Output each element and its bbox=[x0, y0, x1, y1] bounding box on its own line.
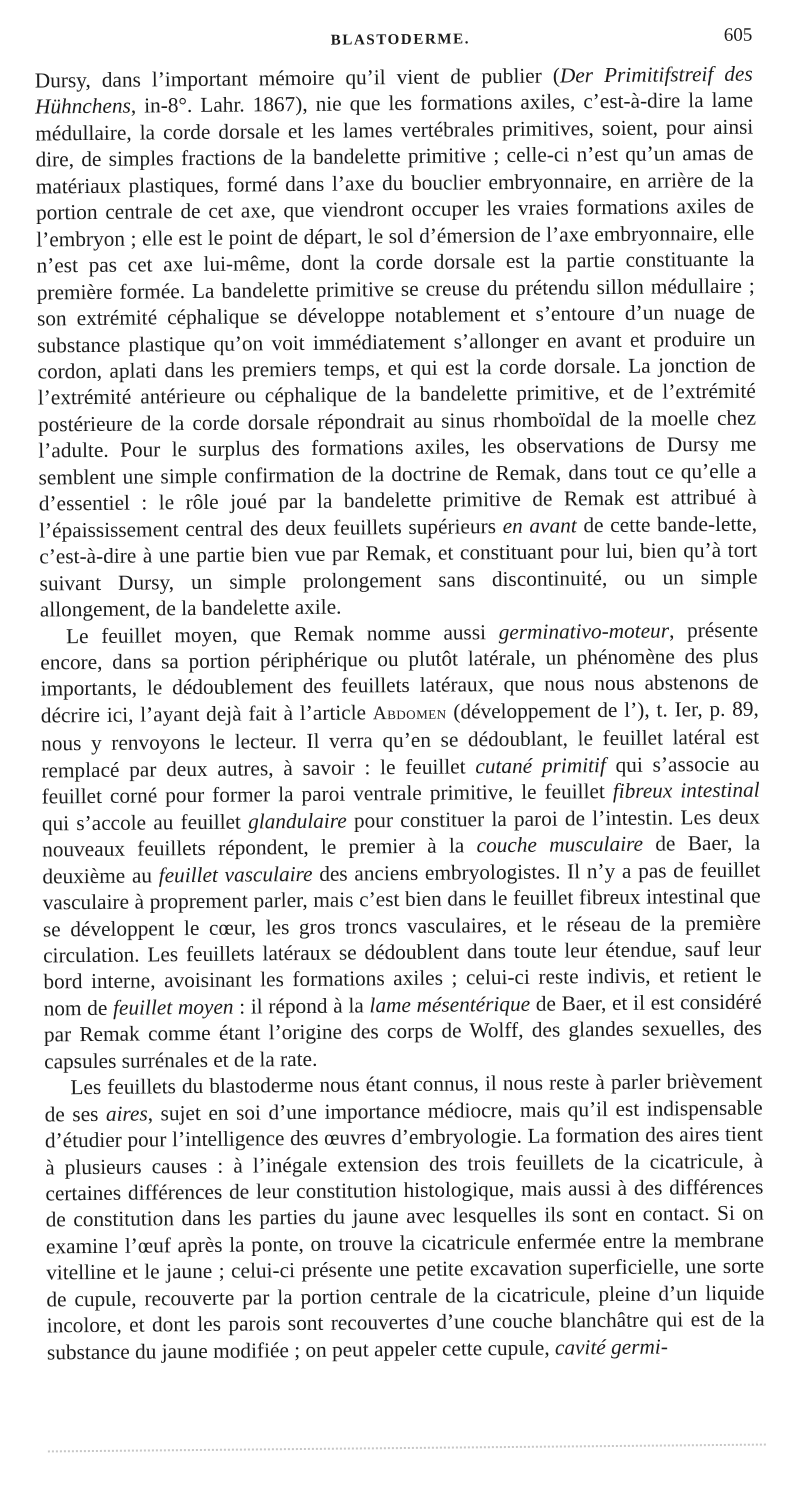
text-run: de cette bande-lette, c’est-à-dire à une partie bien vue par Remak, et constituant pour lui, bien qu’à tort suivant Dursy, un simple prolongement sans discontinuité, ou un simple allongement, de la bandelette axile. bbox=[39, 511, 758, 622]
italic-run: cutané primitif bbox=[475, 752, 606, 779]
italic-run: couche musculaire bbox=[476, 831, 644, 858]
text-run: , présente encore, dans sa portion périphérique ou plutôt latérale, un phénomène des plus importants, le dédoublement des feuillets latéraux, que nous nous abstenons de décrire ici, l’ayant dejà fait à l’article bbox=[40, 617, 759, 728]
text-run: Les feuillets du blastoderme nous étant connus, il nous reste à parler brièvement de ses bbox=[44, 1068, 763, 1127]
text-run: de Baer, et il est considéré par Remak comme étant l’origine des corps de Wolff, des glandes sexuelles, des capsules surrénales et de la rate. bbox=[43, 989, 762, 1074]
paragraph bbox=[40, 616, 762, 1075]
text-run: qui s’accole au feuillet bbox=[41, 809, 249, 836]
text-run: qui s’associe au feuillet corné pour former la paroi ventrale primitive, le feuillet bbox=[41, 751, 760, 809]
italic-run: feuillet vasculaire bbox=[158, 861, 313, 887]
paragraph bbox=[35, 61, 758, 623]
italic-run: cavité germi- bbox=[554, 1334, 668, 1360]
text-run: : il répond à la bbox=[233, 993, 370, 1019]
italic-run: fibreux intestinal bbox=[612, 777, 760, 804]
text-run: de Baer, la deuxième au bbox=[42, 830, 761, 889]
italic-run: glandulaire bbox=[248, 808, 347, 834]
italic-run: lame mésentérique bbox=[369, 991, 531, 1018]
text-run: des anciens embryologistes. Il n’y a pas de feuillet vasculaire à proprement parler, mais c’est bien dans le feuillet fibreux intestinal que se développent le cœur, les gros troncs vasculaires, et le réseau de la première circulation. Les feuillets latéraux se dédoublent dans toute leur étendue, sauf leur bord interne, avoisinant les formations axiles ; celui-ci reste indivis, et retient le nom de bbox=[42, 857, 762, 1021]
italic-run: feuillet moyen bbox=[112, 994, 234, 1020]
italic-run: aires bbox=[105, 1101, 148, 1126]
text-run: (développement de l’), t. Ier, p. 89, nous y renvoyons le lecteur. Il verra qu’en se dédoublant, le feuillet latéral est remplacé par deux autres, à savoir : le feuillet bbox=[41, 696, 760, 783]
text-run: Dursy, dans l’important mémoire qu’il vient de publier ( bbox=[34, 63, 561, 93]
text-run: , sujet en soi d’une importance médiocre, mais qu’il est indispensable d’étudier pour l’intelligence des œuvres d’embryologie. La formation des aires tient à plusieurs causes : à l’inégale extension des trois feuillets de la cicatricule, à certaines différences de leur constitution histologique, mais aussi à des différences de constitution dans les parties du jaune avec lesquelles ils sont en contact. Si on examine l’œuf après la ponte, on trouve la cicatricule enfermée entre la membrane vitelline et le jaune ; celui-ci présente une petite excavation superficielle, une sorte de cupule, recouverte par la portion centrale de la cicatricule, pleine d’un liquide incolore, et dont les parois sont recouvertes d’une couche blanchâtre qui est de la substance du jaune modifiée ; on peut appeler cette cupule, bbox=[44, 1095, 765, 1365]
small-caps-run: Abdomen bbox=[372, 702, 447, 725]
text-run: , in-8°. Lahr. 1867), nie que les formations axiles, c’est-à-dire la lame médullaire, la corde dorsale et les lames vertébrales primitives, soient, pour ainsi dire, de simples fractions de la bandelette primitive ; celle-ci n’est qu’un amas de matériaux plastiques, formé dans l’axe du bouclier embryonnaire, en arrière de la portion centrale de cet axe, que viendront occuper les vraies formations axiles de l’embryon ; elle est le point de départ, le sol d’émersion de l’axe embryonnaire, elle n’est pas cet axe lui-même, dont la corde dorsale est la partie constituante la première formée. La bandelette primitive se creuse du prétendu sillon médullaire ; son extrémité céphalique se développe notablement et s’entoure d’un nuage de substance plastique qu’on voit immédiatement s’allonger en avant et produire un cordon, aplati dans les premiers temps, et qui est la corde dorsale. La jonction de l’extrémité antérieure ou céphalique de la bandelette primitive, et de l’extrémité postérieure de la corde dorsale répondrait au sinus rhomboïdal de la moelle chez l’adulte. Pour le surplus des formations axiles, les observations de Dursy me semblent une simple confirmation de la doctrine de Remak, dans tout ce qu’elle a d’essentiel : le rôle joué par la bandelette primitive de Remak est attribué à l’épaississement central des deux feuillets supérieurs bbox=[35, 88, 757, 543]
italic-run: en avant bbox=[502, 513, 577, 538]
text-run: Le feuillet moyen, que Remak nomme aussi bbox=[65, 619, 499, 648]
bottom-rule bbox=[48, 1444, 766, 1453]
running-head bbox=[0, 24, 800, 56]
italic-run: Der Primitifstreif des Hühnchens bbox=[34, 61, 753, 119]
running-title: BLASTODERME. bbox=[330, 31, 471, 49]
italic-run: germinativo-moteur bbox=[498, 617, 670, 644]
page-number: 605 bbox=[723, 24, 753, 46]
text-run: pour constituer la paroi de l’intestin. Les deux nouveaux feuillets répondent, le premier à la bbox=[42, 804, 760, 862]
body-text bbox=[35, 61, 765, 1366]
paragraph bbox=[44, 1068, 765, 1366]
